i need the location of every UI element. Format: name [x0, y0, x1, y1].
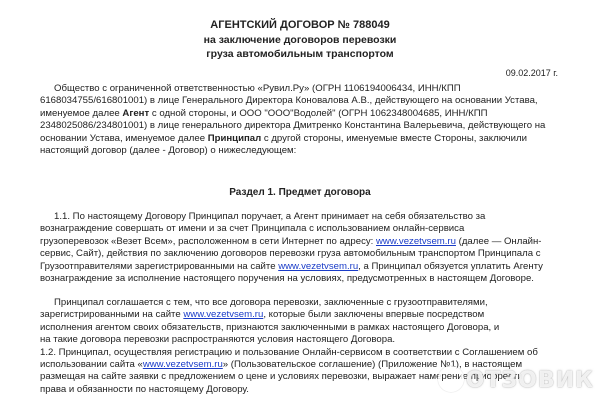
- paragraph-1-1: [40, 211, 560, 285]
- p11-line: 1.1. По настоящему Договору Принципал поручает, а Агент принимает на себя обязательство за: [54, 211, 486, 222]
- site-link[interactable]: www.vezetvsem.ru: [142, 358, 223, 370]
- otzovik-watermark: [438, 368, 594, 394]
- intro-text: именуемое далее: [40, 107, 123, 119]
- p11-line: сервис, Сайт), действия по заключению договоров перевозки груза автомобильным транспортом Принципала с: [40, 248, 541, 260]
- doc-subtitle-1: на заключение договоров перевозки: [203, 34, 397, 46]
- agree-line: Принципал соглашается с тем, что все договора перевозки, заключенные с грузоотправителями,: [54, 297, 488, 308]
- intro-line: Общество с ограниченной ответственностью «Рувил.Ру» (ОГРН 1106194006434, ИНН/КПП: [54, 83, 461, 94]
- p12-text: использовании сайта «: [40, 358, 143, 370]
- intro-line: [40, 108, 560, 120]
- section-title: Раздел 1. Предмет договора: [229, 187, 371, 198]
- site-link[interactable]: www.vezetvsem.ru: [376, 235, 456, 247]
- doc-date: 09.02.2017 г.: [505, 68, 558, 78]
- intro-line: 2348025086/234801001) в лице генерального директора Дмитренко Константина Валерьевича, действующего на: [40, 120, 546, 132]
- principal-term: Принципал: [207, 132, 262, 144]
- p11-line: [40, 236, 560, 248]
- p12-line: права и обязанности по настоящему Договору.: [40, 383, 249, 395]
- intro-paragraph: [40, 83, 560, 157]
- agree-line: исполнения агентом своих обязательств, признаются заключенными в рамках настоящего Договора, и: [40, 321, 500, 333]
- p12-line: 1.2. Принципал, осуществляя регистрацию и пользование Онлайн-сервисом в соответствии с Соглашением об: [40, 346, 538, 358]
- agent-term: Агент: [122, 107, 150, 119]
- site-link[interactable]: www.vezetvsem.ru: [183, 309, 264, 321]
- p11-text: Грузоотправителями зарегистрированными на сайте: [40, 260, 279, 272]
- p11-text: грузоперевозок «Везет Всем», расположенном в сети Интернет по адресу:: [40, 235, 376, 247]
- p12-text: » (Пользовательское соглашение) (Приложение №1), в настоящем: [222, 358, 523, 370]
- agree-line: [40, 309, 560, 321]
- intro-line: [40, 133, 560, 145]
- p12-line: размещая на сайте заявки с предложением о цене и условиях перевозки, выражает намерение приобрести: [40, 371, 523, 383]
- intro-text: основании Устава, именуемое далее: [40, 132, 208, 144]
- doc-title: АГЕНТСКИЙ ДОГОВОР № 788049: [210, 19, 390, 31]
- p11-line: вознаграждение совершать от имени и за счет Принципала с использованием онлайн-сервиса: [40, 223, 465, 235]
- p11-text: , а Принципал обязуется уплатить Агенту: [358, 260, 543, 272]
- watermark-text: ОТЗОВИК: [465, 368, 594, 393]
- intro-text: с одной стороны, и ООО "ООО"Водолей" (ОГРН 1062348004685, ИНН/КПП: [149, 107, 488, 119]
- watermark-logo-icon: [438, 366, 464, 392]
- doc-subtitle-2: груза автомобильным транспортом: [206, 48, 394, 60]
- agree-line: на такие договора перевозки распространяются условия настоящего Договора.: [40, 334, 396, 346]
- site-link[interactable]: www.vezetvsem.ru: [278, 260, 359, 272]
- p11-line: [40, 261, 560, 273]
- agree-text: , которые были заключены впервые посредством: [263, 309, 485, 321]
- intro-text: с другой стороны, именуемые вместе Стороны, заключили: [261, 132, 527, 144]
- intro-line: 6168034755/616801001) в лице Генерального Директора Коновалова А.В., действующего на основании Устава,: [40, 95, 538, 107]
- intro-line: настоящий договор (далее - Договор) о нижеследующем:: [40, 144, 297, 156]
- p11-line: вознаграждение за исполнение настоящего поручения на условиях, предусмотренных в настоящем Договоре.: [40, 272, 534, 284]
- agree-text: зарегистрированными на сайте: [40, 309, 184, 321]
- p11-text: (далее — Онлайн-: [455, 235, 542, 247]
